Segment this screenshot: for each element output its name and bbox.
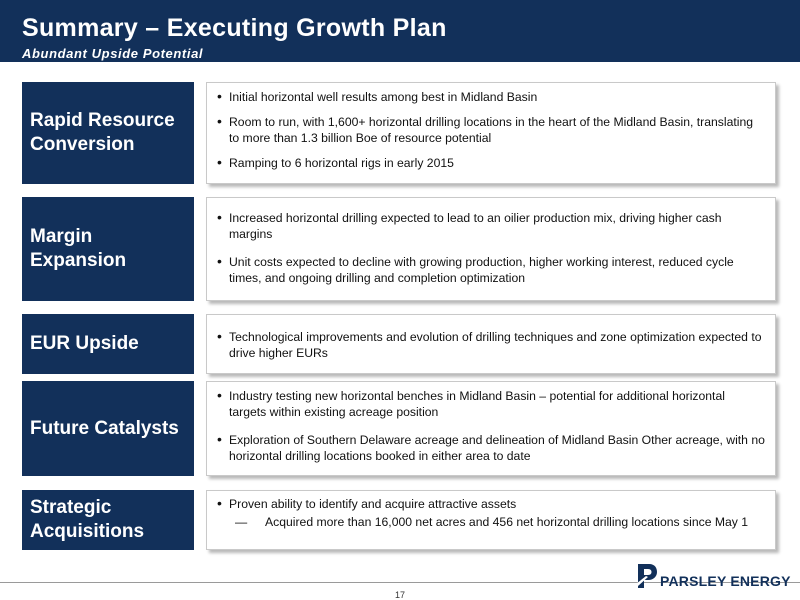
bullet-item: • Industry testing new horizontal benches in Midland Basin – potential for additional horizontal targets within existing acreage position (217, 388, 765, 420)
bullet-item: • Initial horizontal well results among best in Midland Basin (217, 89, 765, 105)
page-number: 17 (394, 590, 405, 600)
section-label-future-catalysts (22, 381, 194, 476)
bullet-item: • Ramping to 6 horizontal rigs in early 2015 (217, 155, 765, 171)
bullet-item: • Technological improvements and evolution of drilling techniques and zone optimization expected to drive higher EURs (217, 329, 765, 361)
section-content-rapid-resource-conversion (206, 82, 776, 184)
bullet-item: • Increased horizontal drilling expected to lead to an oilier production mix, driving higher cash margins (217, 210, 765, 242)
company-logo (636, 562, 791, 590)
section-content-strategic-acquisitions (206, 490, 776, 550)
dash-marker: — (235, 515, 248, 529)
section-label-rapid-resource-conversion (22, 82, 194, 184)
sub-bullet-item (217, 514, 765, 530)
section-label-margin-expansion (22, 197, 194, 301)
page-subtitle: Abundant Upside Potential (22, 46, 204, 61)
section-label-strategic-acquisitions (22, 490, 194, 550)
header-bar (0, 0, 800, 62)
parsley-p-logo-icon (636, 562, 658, 590)
bullet-item: • Exploration of Southern Delaware acreage and delineation of Midland Basin Other acreage, with no horizontal drilling locations booked in either area to date (217, 432, 765, 464)
bullet-item: • Room to run, with 1,600+ horizontal drilling locations in the heart of the Midland Basin, translating to more than 1.3 billion Boe of resource potential (217, 114, 765, 146)
section-label-eur-upside (22, 314, 194, 374)
bullet-item: • Unit costs expected to decline with growing production, higher working interest, reduced cycle times, and ongoing drilling and completion optimization (217, 254, 765, 286)
section-label-text: Margin Expansion (30, 226, 127, 271)
sub-bullet-text: Acquired more than 16,000 net acres and 456 net horizontal drilling locations since May 1 (265, 515, 749, 529)
section-content-eur-upside (206, 314, 776, 374)
section-content-future-catalysts (206, 381, 776, 476)
bullet-item: • Proven ability to identify and acquire attractive assets (217, 496, 765, 512)
section-label-text: Strategic Acquisitions (30, 497, 145, 542)
section-label-text: EUR Upside (30, 333, 139, 354)
section-label-text: Rapid Resource Conversion (30, 110, 175, 155)
logo-text: PARSLEY ENERGY (660, 573, 791, 589)
page-title: Summary – Executing Growth Plan (22, 14, 447, 42)
section-label-text: Future Catalysts (30, 417, 179, 439)
section-content-margin-expansion (206, 197, 776, 301)
